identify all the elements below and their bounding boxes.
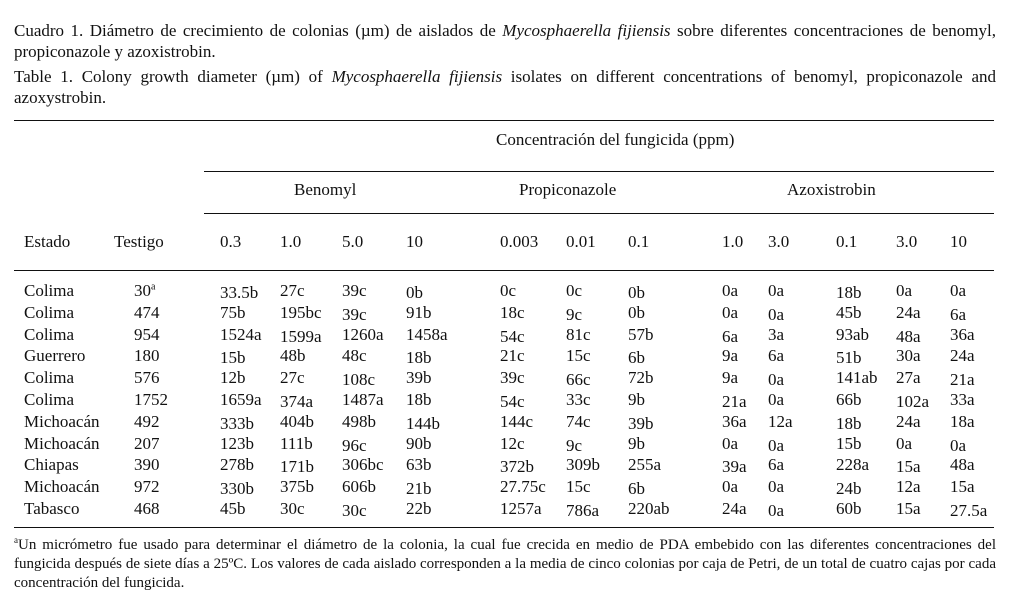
value-cell: 51b: [836, 348, 862, 368]
value-cell: 6b: [628, 348, 645, 368]
caption-en-pre: Table 1. Colony growth diameter (µm) of: [14, 67, 332, 86]
caption-es-pre: Cuadro 1. Diámetro de crecimiento de colonias (µm) de aislados de: [14, 21, 503, 40]
estado-cell: Colima: [24, 302, 75, 322]
value-cell: 15c: [566, 477, 591, 497]
testigo-value: 1752: [134, 390, 168, 409]
concentration-header: 3.0: [768, 232, 790, 251]
value-cell: 36a: [950, 324, 975, 344]
value-cell: 0a: [768, 390, 785, 409]
value-cell: 15a: [896, 457, 921, 477]
value-cell: 96c: [342, 435, 367, 455]
testigo-cell: [134, 477, 160, 497]
group-propiconazole: Propiconazole: [519, 180, 617, 199]
concentration-header: 0.01: [566, 232, 596, 251]
value-cell: 6a: [768, 346, 785, 366]
value-cell: 15b: [836, 433, 862, 453]
value-cell: 54c: [500, 392, 525, 411]
value-cell: 24a: [722, 499, 747, 518]
value-cell: 39c: [500, 368, 525, 388]
value-cell: 74c: [566, 411, 591, 431]
value-cell: 9a: [722, 346, 739, 366]
estado-cell: Chiapas: [24, 455, 79, 475]
value-cell: 111b: [280, 433, 313, 453]
value-cell: 39b: [628, 413, 654, 433]
value-cell: 72b: [628, 368, 654, 388]
value-cell: 18a: [950, 411, 975, 431]
value-cell: 75b: [220, 302, 246, 322]
value-cell: 33a: [950, 390, 975, 409]
caption-spanish: [14, 20, 996, 62]
value-cell: 57b: [628, 324, 654, 344]
value-cell: 0a: [768, 370, 785, 390]
testigo-cell: [134, 303, 160, 323]
value-cell: 6a: [768, 455, 785, 475]
value-cell: 24a: [896, 302, 921, 322]
testigo-cell: [134, 434, 160, 454]
value-cell: 33.5b: [220, 283, 259, 302]
value-cell: 18b: [406, 390, 432, 409]
testigo-value: 954: [134, 324, 160, 344]
value-cell: 21a: [950, 370, 975, 390]
value-cell: 48a: [950, 455, 975, 475]
concentration-header: 0.003: [500, 232, 539, 251]
value-cell: 228a: [836, 455, 870, 475]
header-bottom-rule: [14, 270, 994, 271]
value-cell: 48c: [342, 346, 367, 366]
value-cell: 9c: [566, 304, 583, 324]
table-bottom-rule: [14, 527, 994, 528]
value-cell: 60b: [836, 499, 862, 518]
testigo-cell: [134, 325, 160, 345]
value-cell: 141ab: [836, 368, 878, 388]
value-cell: 1659a: [220, 390, 262, 409]
testigo-value: 576: [134, 368, 160, 388]
value-cell: 9a: [722, 368, 739, 388]
value-cell: 6a: [950, 304, 967, 324]
value-cell: 6b: [628, 479, 645, 499]
value-cell: 0a: [950, 281, 967, 300]
value-cell: 374a: [280, 392, 314, 411]
value-cell: 1524a: [220, 324, 262, 344]
value-cell: 91b: [406, 302, 432, 322]
value-cell: 9c: [566, 435, 583, 455]
concentration-header: 0.1: [628, 232, 650, 251]
group-azoxistrobin: Azoxistrobin: [787, 180, 876, 199]
testigo-value: 474: [134, 302, 160, 322]
value-cell: 48b: [280, 346, 306, 366]
value-cell: 15c: [566, 346, 591, 366]
value-cell: 372b: [500, 457, 534, 477]
estado-cell: Colima: [24, 324, 75, 344]
value-cell: 66b: [836, 390, 862, 409]
value-cell: 90b: [406, 433, 432, 453]
value-cell: 0b: [406, 283, 423, 302]
estado-cell: Michoacán: [24, 411, 100, 431]
concentration-header: 5.0: [342, 232, 364, 251]
value-cell: 18c: [500, 302, 525, 322]
column-header-estado: Estado: [24, 232, 71, 251]
value-cell: 81c: [566, 324, 591, 344]
value-cell: 171b: [280, 457, 314, 477]
value-cell: 404b: [280, 411, 314, 431]
testigo-cell: [134, 368, 160, 388]
value-cell: 30a: [896, 346, 921, 366]
value-cell: 36a: [722, 411, 747, 431]
value-cell: 21b: [406, 479, 432, 499]
value-cell: 0a: [896, 433, 913, 453]
caption-es-post: sobre diferentes concentraciones de benomyl, propiconazole y azoxistrobin.: [14, 21, 996, 61]
concentration-header: 0.3: [220, 232, 242, 251]
value-cell: 33c: [566, 390, 591, 409]
value-cell: 330b: [220, 479, 254, 499]
footnote-mark: a: [14, 535, 18, 545]
testigo-value: 468: [134, 499, 160, 518]
value-cell: 0a: [722, 433, 739, 453]
concentration-header: 10: [950, 232, 967, 251]
estado-cell: Michoacán: [24, 433, 100, 453]
value-cell: 333b: [220, 413, 254, 433]
value-cell: 15a: [896, 499, 921, 518]
value-cell: 144b: [406, 413, 440, 433]
value-cell: 498b: [342, 411, 376, 431]
estado-cell: Michoacán: [24, 477, 100, 497]
value-cell: 27c: [280, 281, 305, 300]
value-cell: 1599a: [280, 326, 322, 346]
value-cell: 30c: [342, 501, 367, 520]
group-benomyl: Benomyl: [294, 180, 357, 199]
value-cell: 24b: [836, 479, 862, 499]
value-cell: 255a: [628, 455, 662, 475]
value-cell: 45b: [220, 499, 246, 518]
estado-cell: Colima: [24, 368, 75, 388]
testigo-footnote-mark: a: [151, 281, 156, 293]
caption-en-species: Mycosphaerella fijiensis: [331, 67, 503, 86]
testigo-value: 390: [134, 455, 160, 475]
value-cell: 12a: [768, 411, 793, 431]
value-cell: 45b: [836, 302, 862, 322]
value-cell: 27.75c: [500, 477, 546, 497]
testigo-value: 492: [134, 411, 160, 431]
testigo-cell: [134, 499, 160, 519]
value-cell: 27c: [280, 368, 305, 388]
value-cell: 54c: [500, 326, 525, 346]
value-cell: 0a: [768, 477, 785, 497]
value-cell: 12b: [220, 368, 246, 388]
testigo-cell: [134, 346, 160, 366]
value-cell: 108c: [342, 370, 376, 390]
value-cell: 27a: [896, 368, 921, 388]
value-cell: 39a: [722, 457, 747, 477]
value-cell: 12c: [500, 433, 525, 453]
value-cell: 12a: [896, 477, 921, 497]
value-cell: 63b: [406, 455, 432, 475]
concentration-header: 1.0: [722, 232, 744, 251]
value-cell: 144c: [500, 411, 534, 431]
testigo-value: 972: [134, 477, 160, 497]
value-cell: 48a: [896, 326, 921, 346]
value-cell: 39b: [406, 368, 432, 388]
value-cell: 1257a: [500, 499, 542, 518]
testigo-cell: [134, 281, 155, 301]
testigo-cell: [134, 455, 160, 475]
value-cell: 375b: [280, 477, 314, 497]
value-cell: 66c: [566, 370, 591, 390]
value-cell: 0a: [896, 281, 913, 300]
testigo-cell: [134, 412, 160, 432]
footnote: [14, 536, 996, 593]
value-cell: 606b: [342, 477, 376, 497]
value-cell: 102a: [896, 392, 930, 411]
value-cell: 0c: [500, 281, 517, 300]
value-cell: 0a: [768, 281, 785, 300]
value-cell: 93ab: [836, 324, 870, 344]
value-cell: 0a: [722, 302, 739, 322]
value-cell: 15a: [950, 477, 975, 497]
value-cell: 1487a: [342, 390, 384, 409]
value-cell: 0a: [768, 304, 785, 324]
value-cell: 0a: [768, 501, 785, 520]
testigo-value: 180: [134, 346, 160, 366]
value-cell: 18b: [836, 283, 862, 302]
concentration-header: 0.1: [836, 232, 858, 251]
value-cell: 39c: [342, 281, 367, 300]
value-cell: 278b: [220, 455, 254, 475]
caption-es-species: Mycosphaerella fijiensis: [502, 21, 671, 40]
column-header-testigo: Testigo: [114, 232, 164, 251]
value-cell: 0b: [628, 302, 645, 322]
estado-cell: Colima: [24, 281, 75, 300]
caption-en-post: isolates on different concentrations of benomyl, propiconazole and azoxystrobin.: [14, 67, 996, 107]
group-title: Concentración del fungicida (ppm): [496, 130, 735, 149]
estado-cell: Tabasco: [24, 499, 80, 518]
value-cell: 220ab: [628, 499, 670, 518]
fungicide-group-rule: [204, 171, 994, 172]
testigo-cell: [134, 390, 168, 410]
footnote-text: Un micrómetro fue usado para determinar el diámetro de la colonia, la cual fue crecida en medio de PDA embebido con las diferentes concentraciones del fungicida después de siete días a 25ºC. Los valores de cada aislado corresponden a la media de cinco colonias por caja de Petri, de un total de cuatro cajas por cada concentración del fungicida.: [14, 537, 996, 591]
value-cell: 306bc: [342, 455, 384, 475]
value-cell: 18b: [406, 348, 432, 368]
value-cell: 27.5a: [950, 501, 988, 520]
value-cell: 0a: [722, 281, 739, 300]
concentration-header: 1.0: [280, 232, 302, 251]
concentration-header: 3.0: [896, 232, 918, 251]
value-cell: 9b: [628, 390, 645, 409]
fungicide-subgroup-rule: [204, 213, 994, 214]
estado-cell: Colima: [24, 390, 75, 409]
value-cell: 309b: [566, 455, 600, 475]
value-cell: 0a: [950, 435, 967, 455]
value-cell: 0a: [768, 435, 785, 455]
testigo-value: 207: [134, 433, 160, 453]
value-cell: 24a: [950, 346, 975, 366]
value-cell: 123b: [220, 433, 254, 453]
value-cell: 786a: [566, 501, 600, 520]
value-cell: 21c: [500, 346, 525, 366]
value-cell: 18b: [836, 413, 862, 433]
value-cell: 15b: [220, 348, 246, 368]
value-cell: 1260a: [342, 324, 384, 344]
value-cell: 195bc: [280, 302, 322, 322]
value-cell: 1458a: [406, 324, 448, 344]
value-cell: 22b: [406, 499, 432, 518]
value-cell: 6a: [722, 326, 739, 346]
testigo-value: 30: [134, 281, 151, 300]
value-cell: 21a: [722, 392, 747, 411]
table-top-rule: [14, 120, 994, 121]
value-cell: 39c: [342, 304, 367, 324]
value-cell: 0b: [628, 283, 645, 302]
estado-cell: Guerrero: [24, 346, 86, 366]
value-cell: 30c: [280, 499, 305, 518]
value-cell: 9b: [628, 433, 645, 453]
value-cell: 0c: [566, 281, 583, 300]
value-cell: 3a: [768, 324, 785, 344]
value-cell: 0a: [722, 477, 739, 497]
value-cell: 24a: [896, 411, 921, 431]
caption-english: [14, 66, 996, 108]
concentration-header: 10: [406, 232, 423, 251]
